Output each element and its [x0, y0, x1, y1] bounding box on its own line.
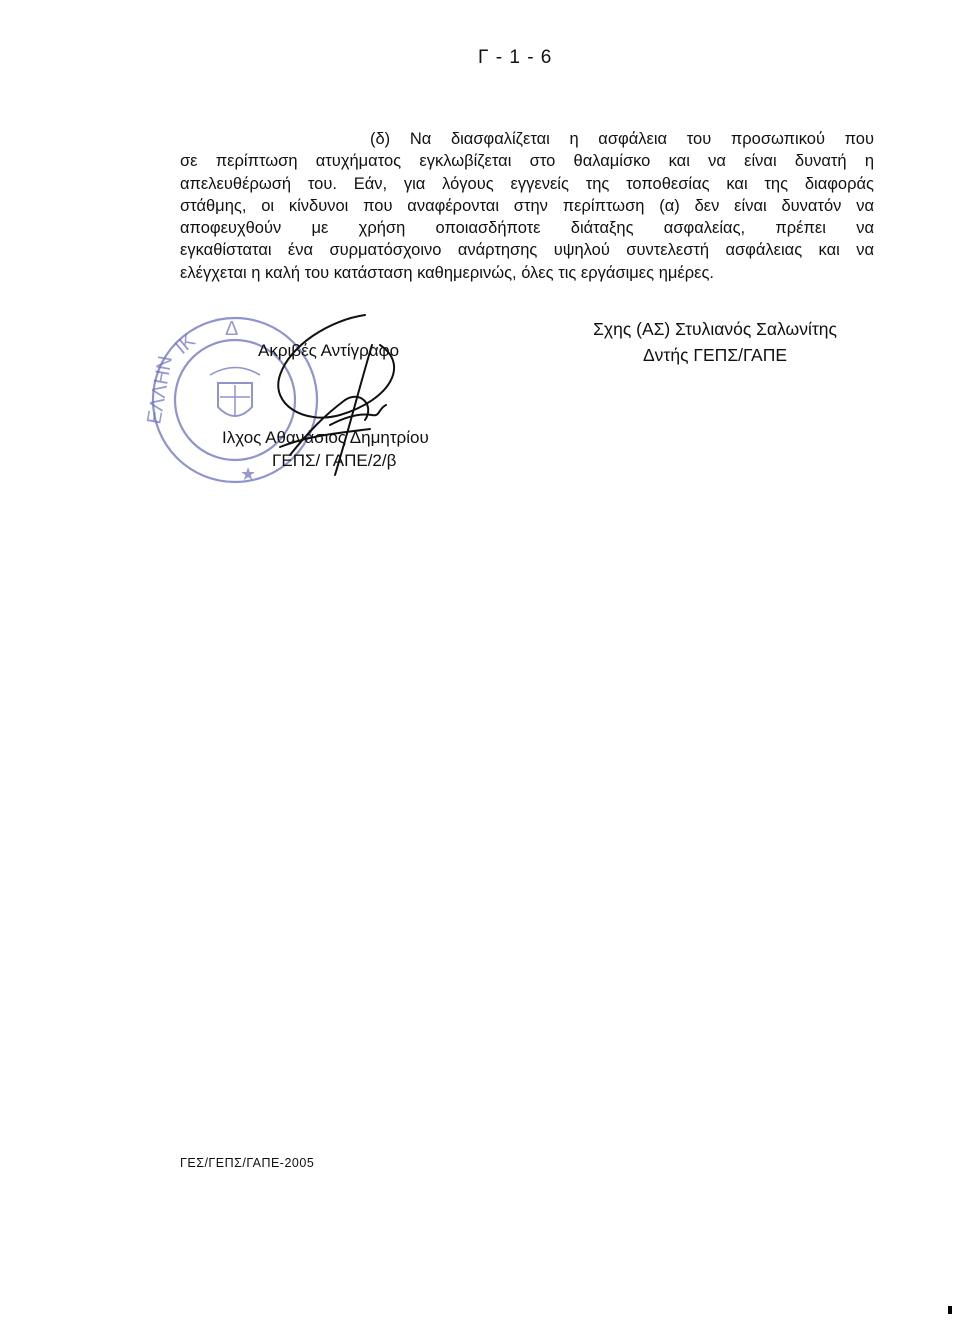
body-line: στάθμης, οι κίνδυνοι που αναφέρονται στην περίπτωση (α) δεν είναι δυνατόν να: [180, 196, 874, 215]
svg-text:ΕΛΛΗΝ: ΕΛΛΗΝ: [143, 354, 177, 426]
body-line: εγκαθίσταται ένα συρματόσχοινο ανάρτησης υψηλού συντελεστή ασφάλειας και να: [180, 241, 874, 260]
signature-block: [560, 316, 870, 368]
svg-text:Δ: Δ: [225, 318, 239, 340]
body-line: απελευθέρωσή του. Εάν, για λόγους εγγενείς της τοποθεσίας και της διαφοράς: [180, 174, 874, 193]
official-stamp: [140, 305, 470, 505]
svg-text:ΙΚ: ΙΚ: [171, 329, 200, 359]
body-paragraph: [180, 128, 874, 284]
certified-copy-label: Ακριβές Αντίγραφο: [258, 341, 400, 360]
body-line: (δ) Να διασφαλίζεται η ασφάλεια του προσωπικού που: [370, 130, 874, 148]
scan-edge-mark: [948, 1306, 952, 1314]
signer-title: Δντής ΓΕΠΣ/ΓΑΠΕ: [642, 345, 788, 365]
body-line: αποφευχθούν με χρήση οποιασδήποτε διάταξης ασφαλείας, πρέπει να: [180, 219, 874, 238]
svg-text:★: ★: [240, 464, 257, 484]
page-number: Γ - 1 - 6: [478, 47, 553, 68]
body-line: σε περίπτωση ατυχήματος εγκλωβίζεται στο θαλαμίσκο και να είναι δυνατή η: [180, 152, 874, 171]
signer-name: Σχης (ΑΣ) Στυλιανός Σαλωνίτης: [593, 319, 837, 339]
certifier-name: Ιλχος Αθανάσιος Δημητρίου: [222, 428, 429, 447]
footer-code: ΓΕΣ/ΓΕΠΣ/ΓΑΠΕ-2005: [180, 1156, 315, 1170]
certifier-unit: ΓΕΠΣ/ ΓΑΠΕ/2/β: [272, 451, 397, 470]
body-line: ελέγχεται η καλή του κατάσταση καθημερινώς, όλες τις εργάσιμες ημέρες.: [180, 263, 715, 282]
